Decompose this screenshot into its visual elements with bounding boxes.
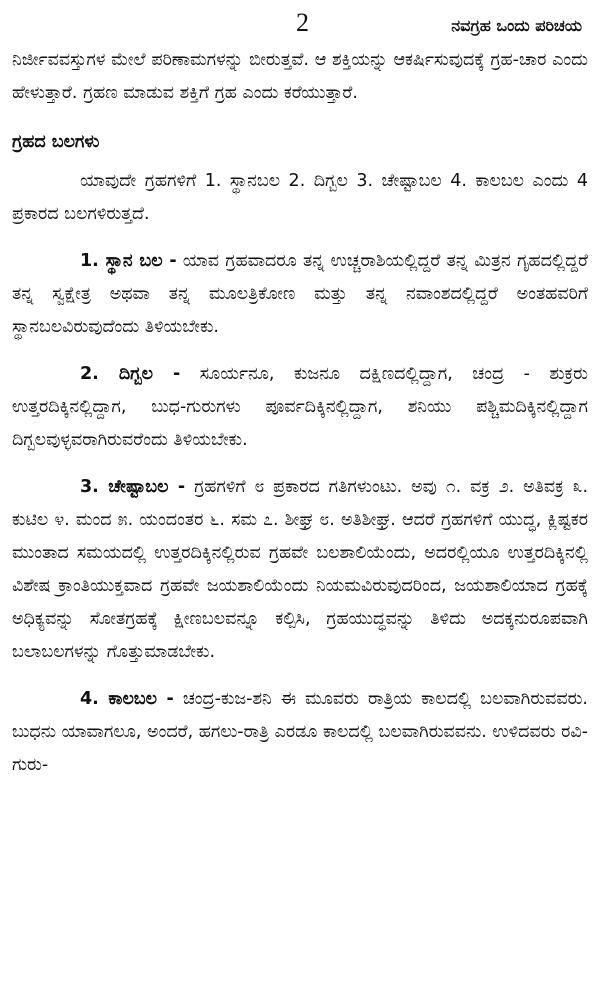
page-header [12,6,588,44]
intro-paragraph: ಯಾವುದೇ ಗ್ರಹಗಳಿಗೆ 1. ಸ್ಥಾನಬಲ 2. ದಿಗ್ಬಲ 3. ಚೇಷ್ಟಾಬಲ 4. ಕಾಲಬಲ ಎಂದು 4 ಪ್ರಕಾರದ ಬಲಗಳಿರುತ್ತದೆ. [12,171,588,224]
opening-paragraph: ನಿರ್ಜೀವವಸ್ತುಗಳ ಮೇಲೆ ಪರಿಣಾಮಗಳನ್ನು ಬೀರುತ್ತವೆ. ಆ ಶಕ್ತಿಯನ್ನು ಆಕರ್ಷಿಸುವುದಕ್ಕೆ ಗ್ರಹ-ಚಾರ ಎಂದು ಹೇಳುತ್ತಾರೆ. ಗ್ರಹಣ ಮಾಡುವ ಶಕ್ತಿಗೆ ಗ್ರಹ ಎಂದು ಕರೆಯುತ್ತಾರೆ. [12,50,588,103]
item-paragraph-sthana-bala [12,245,588,344]
item-text: ಯಾವ ಗ್ರಹವಾದರೂ ತನ್ನ ಉಚ್ಚರಾಶಿಯಲ್ಲಿದ್ದರೆ ತನ್ನ ಮಿತ್ರನ ಗೃಹದಲ್ಲಿದ್ದರೆ ತನ್ನ ಸ್ವಕ್ಷೇತ್ರ ಅಥವಾ ತನ್ನ ಮೂಲತ್ರಿಕೋಣ ಮತ್ತು ತನ್ನ ನವಾಂಶದಲ್ಲಿದ್ದರೆ ಅಂತಹವರಿಗೆ ಸ್ಥಾನಬಲವಿರುವುದೆಂದು ತಿಳಿಯಬೇಕು. [12,251,588,337]
page-number: 2 [296,8,309,37]
item-term: 1. ಸ್ಥಾನ ಬಲ - [80,251,177,271]
item-term: 2. ದಿಗ್ಬಲ - [80,364,181,384]
item-paragraph-cheshtabala [12,471,588,669]
running-head: ನವಗ್ರಹ ಒಂದು ಪರಿಚಯ [451,16,582,35]
item-paragraph-kalabala [12,683,588,782]
item-text: ಸೂರ್ಯನೂ, ಕುಜನೂ ದಕ್ಷಿಣದಲ್ಲಿದ್ದಾಗ, ಚಂದ್ರ - ಶುಕ್ರರು ಉತ್ತರದಿಕ್ಕಿನಲ್ಲಿದ್ದಾಗ, ಬುಧ-ಗುರುಗಳು ಪೂರ್ವದಿಕ್ಕಿನಲ್ಲಿದ್ದಾಗ, ಶನಿಯು ಪಶ್ಚಿಮದಿಕ್ಕಿನಲ್ಲಿದ್ದಾಗ ದಿಗ್ಬಲವುಳ್ಳವರಾಗಿರುವರೆಂದು ತಿಳಿಯಬೇಕು. [12,364,588,450]
page-body [12,44,588,782]
section-heading: ಗ್ರಹದ ಬಲಗಳು [12,132,100,152]
item-text: ಗ್ರಹಗಳಿಗೆ ೮ ಪ್ರಕಾರದ ಗತಿಗಳುಂಟು. ಅವು ೧. ವಕ್ರ ೨. ಅತಿವಕ್ರ ೩. ಕುಟಿಲ ೪. ಮಂದ ೫. ಯಂದಂತರ ೬. ಸಮ ೭. ಶೀಘ್ರ ೮. ಅತಿಶೀಘ್ರ. ಆದರೆ ಗ್ರಹಗಳಿಗೆ ಯುದ್ಧ, ಕ್ಲಿಷ್ಟಕರ ಮುಂತಾದ ಸಮಯದಲ್ಲಿ ಉತ್ತರದಿಕ್ಕಿನಲ್ಲಿರುವ ಗ್ರಹವೇ ಬಲಶಾಲಿಯೆಂದು, ಅದರಲ್ಲಿಯೂ ಉತ್ತರದಿಕ್ಕಿನಲ್ಲಿ ವಿಶೇಷ ಕ್ರಾಂತಿಯುಕ್ತವಾದ ಗ್ರಹವೇ ಜಯಶಾಲಿಯೆಂದು ನಿಯಮವಿರುವುದರಿಂದ, ಜಯಶಾಲಿಯಾದ ಗ್ರಹಕ್ಕೆ ಅಧಿಕ್ಯವನ್ನು ಸೋತಗ್ರಹಕ್ಕೆ ಕ್ಷೀಣಬಲವನ್ನೂ ಕಲ್ಪಿಸಿ, ಗ್ರಹಯುದ್ಧವನ್ನು ತಿಳಿದು ಅದಕ್ಕನುರೂಪವಾಗಿ ಬಲಾಬಲಗಳನ್ನು ಗೊತ್ತುಮಾಡಬೇಕು. [12,477,589,662]
item-paragraph-digbala [12,358,588,457]
item-term: 4. ಕಾಲಬಲ - [80,689,174,709]
item-term: 3. ಚೇಷ್ಟಾಬಲ - [80,477,186,497]
item-text: ಚಂದ್ರ-ಕುಜ-ಶನಿ ಈ ಮೂವರು ರಾತ್ರಿಯ ಕಾಲದಲ್ಲಿ ಬಲವಾಗಿರುವವರು. ಬುಧನು ಯಾವಾಗಲೂ, ಅಂದರೆ, ಹಗಲು-ರಾತ್ರಿ ಎರಡೂ ಕಾಲದಲ್ಲಿ ಬಲವಾಗಿರುವವನು. ಉಳಿದವರು ರವಿ-ಗುರು- [12,689,588,775]
